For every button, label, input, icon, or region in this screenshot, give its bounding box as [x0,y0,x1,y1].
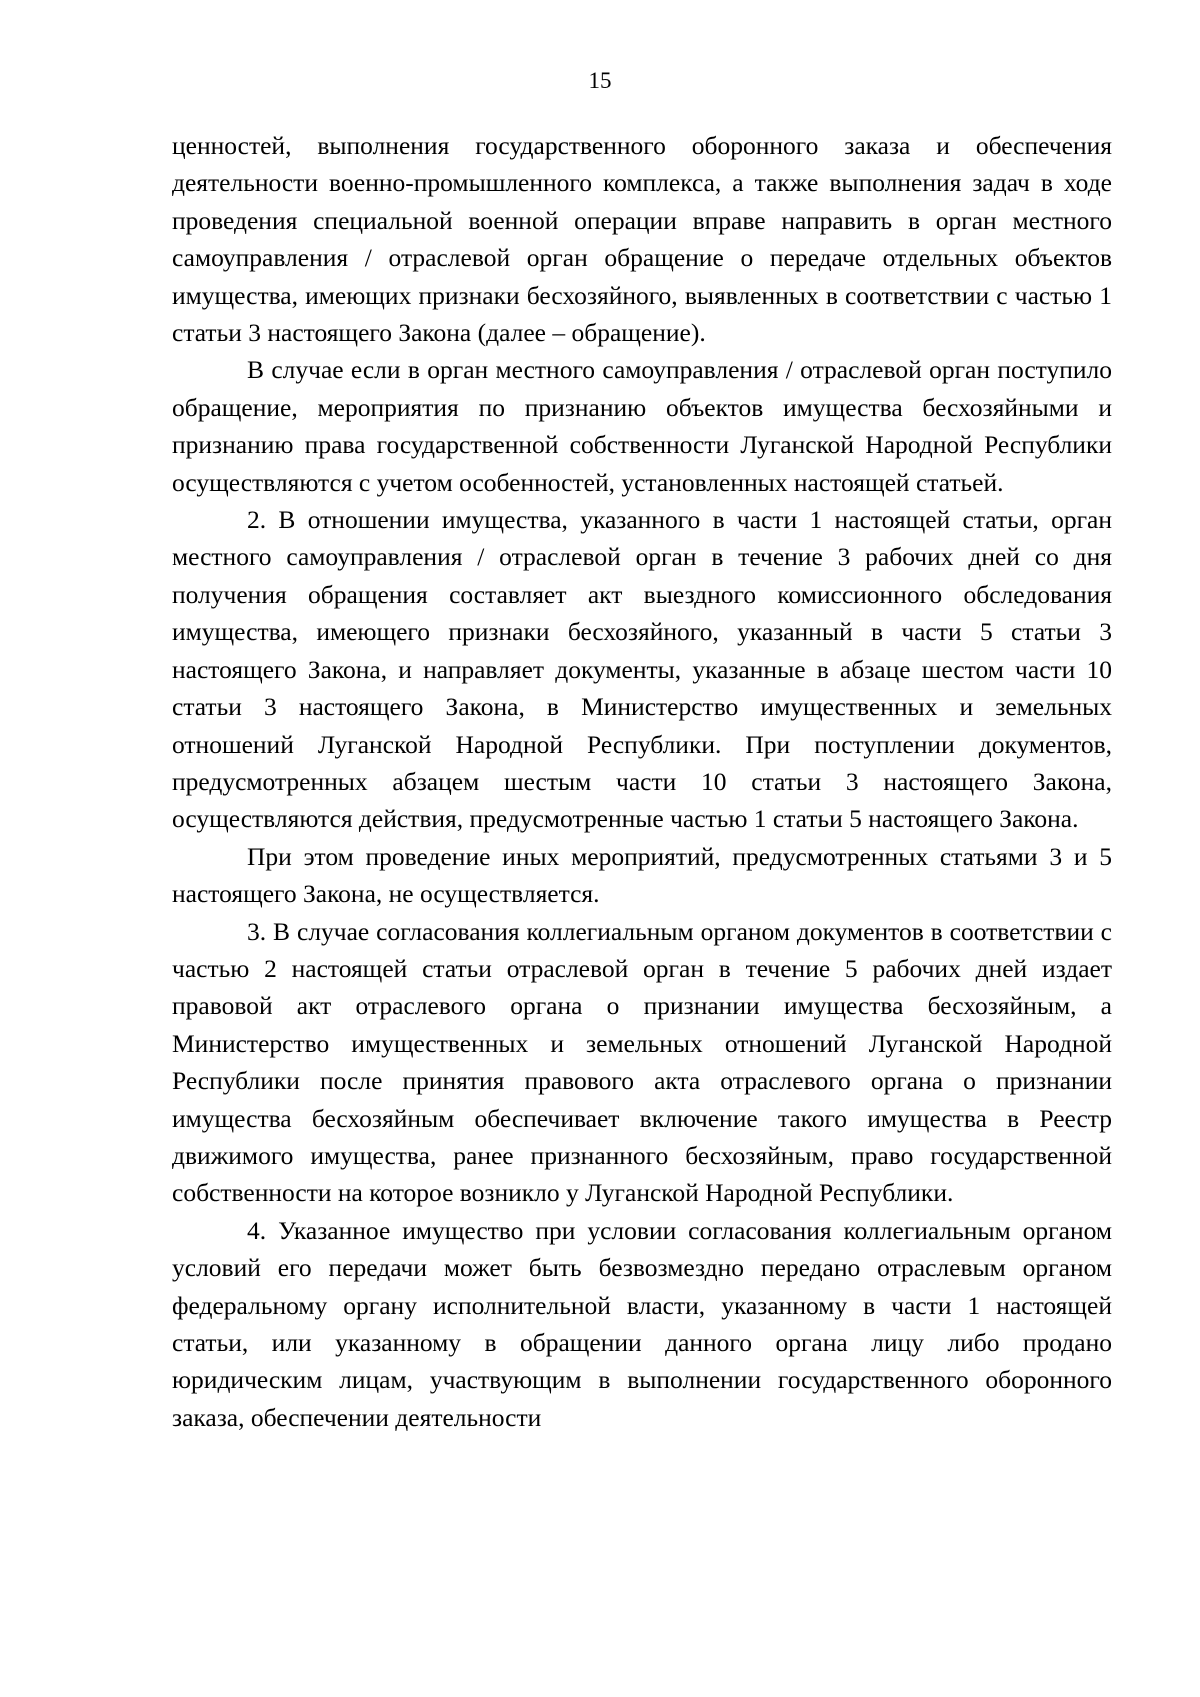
paragraph-continuation: ценностей, выполнения государственного оборонного заказа и обеспечения деятельности военно-промышленного комплекса, а также выполнения задач в ходе проведения специальной военной операции вправе направить в орган местного самоуправления / отраслевой орган обращение о передаче отдельных объектов имущества, имеющих признаки бесхозяйного, выявленных в соответствии с частью 1 статьи 3 настоящего Закона (далее – обращение). [172,131,1112,348]
document-body [172,127,1112,1436]
paragraph-other-measures: При этом проведение иных мероприятий, предусмотренных статьями 3 и 5 настоящего Закона, не осуществляется. [172,841,1112,909]
page-number: 15 [588,68,612,93]
paragraph-clause-3: 3. В случае согласования коллегиальным органом документов в соответствии с частью 2 настоящей статьи отраслевой орган в течение 5 рабочих дней издает правовой акт отраслевого органа о признании имущества бесхозяйным, а Министерство имущественных и земельных отношений Луганской Народной Республики после принятия правового акта отраслевого органа о признании имущества бесхозяйным обеспечивает включение такого имущества в Реестр движимого имущества, ранее признанного бесхозяйным, право государственной собственности на которое возникло у Луганской Народной Республики. [172,916,1112,1208]
paragraph-clause-2: 2. В отношении имущества, указанного в части 1 настоящей статьи, орган местного самоуправления / отраслевой орган в течение 3 рабочих дней со дня получения обращения составляет акт выездного комиссионного обследования имущества, имеющего признаки бесхозяйного, указанный в части 5 статьи 3 настоящего Закона, и направляет документы, указанные в абзаце шестом части 10 статьи 3 настоящего Закона, в Министерство имущественных и земельных отношений Луганской Народной Республики. При поступлении документов, предусмотренных абзацем шестым части 10 статьи 3 настоящего Закона, осуществляются действия, предусмотренные частью 1 статьи 5 настоящего Закона. [172,505,1112,834]
paragraph-clause-4: 4. Указанное имущество при условии согласования коллегиальным органом условий его передачи может быть безвозмездно передано отраслевым органом федеральному органу исполнительной власти, указанному в части 1 настоящей статьи, или указанному в обращении данного органа лицу либо продано юридическим лицам, участвующим в выполнении государственного оборонного заказа, обеспечении деятельности [172,1215,1112,1432]
paragraph-appeal-received: В случае если в орган местного самоуправления / отраслевой орган поступило обращение, мероприятия по признанию объектов имущества бесхозяйными и признанию права государственной собственности Луганской Народной Республики осуществляются с учетом особенностей, установленных настоящей статьей. [172,355,1112,497]
